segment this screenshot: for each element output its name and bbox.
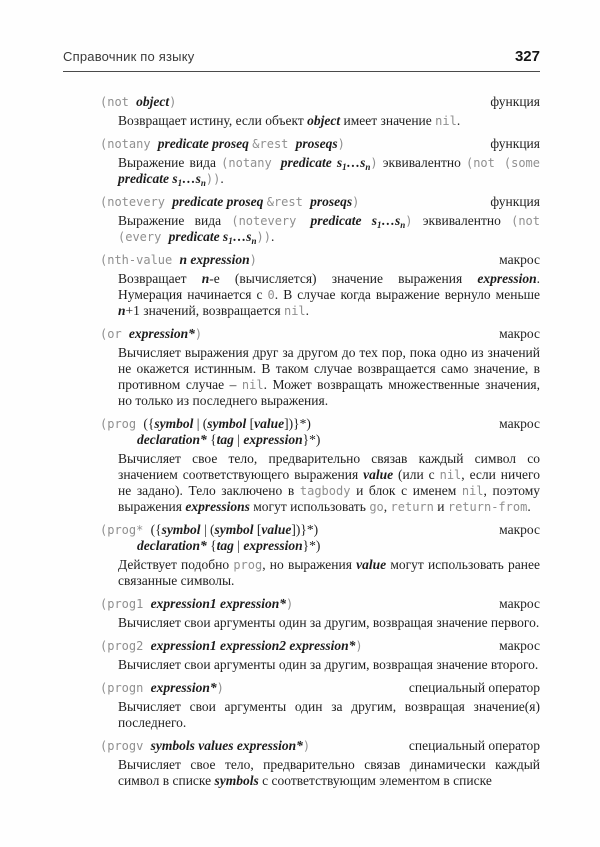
parameter-text: predicate s bbox=[118, 171, 178, 186]
paragraph bbox=[118, 345, 540, 409]
body-text: . bbox=[270, 229, 275, 244]
body-text: Выражение вида bbox=[118, 213, 232, 228]
code-text: ) bbox=[302, 739, 311, 753]
signature-line bbox=[100, 596, 420, 612]
signature-line bbox=[100, 680, 420, 696]
entry-description bbox=[118, 757, 540, 789]
body-text: , но выражения bbox=[262, 557, 357, 572]
entry bbox=[63, 194, 540, 245]
body-text: | bbox=[233, 432, 244, 447]
body-text: Вычисляет свои аргументы один за другим, возвращая значение второго. bbox=[118, 657, 539, 672]
entries bbox=[63, 94, 540, 789]
header-title: Справочник по языку bbox=[63, 49, 195, 64]
entry-type-label: специальный оператор bbox=[408, 738, 540, 753]
code-text: ) bbox=[216, 681, 224, 695]
signature-line bbox=[100, 538, 420, 554]
parameter-text: symbol bbox=[161, 522, 201, 537]
parameter-subscript: 1 bbox=[342, 162, 347, 172]
body-text: | bbox=[233, 538, 244, 553]
body-text: Выражение вида bbox=[118, 155, 222, 170]
body-text: с соответствующим элементом в списке bbox=[258, 773, 492, 788]
entry-type-label: макрос bbox=[499, 522, 540, 537]
signature-line bbox=[100, 638, 420, 654]
entry-type-label: макрос bbox=[499, 638, 540, 653]
code-text: ) bbox=[405, 214, 413, 228]
body-text: +1 значений, возвращается bbox=[125, 303, 284, 318]
parameter-text: symbol bbox=[207, 416, 247, 431]
entry-signature bbox=[100, 326, 540, 342]
signature-lines bbox=[100, 136, 420, 152]
paragraph bbox=[118, 451, 540, 515]
parameter-text: predicate s bbox=[310, 213, 377, 228]
entry-description bbox=[118, 657, 540, 673]
parameter-text: predicate proseq bbox=[157, 136, 253, 151]
code-text: (progn bbox=[100, 681, 151, 695]
code-text: (notany bbox=[100, 137, 158, 151]
body-text: { bbox=[206, 538, 217, 553]
body-text: ])}*) bbox=[284, 416, 311, 431]
entry-description bbox=[118, 557, 540, 589]
body-text: [ bbox=[253, 522, 262, 537]
body-text: -е (вычисляется) значение выражения bbox=[209, 271, 478, 286]
parameter-text: proseqs bbox=[295, 136, 338, 151]
entry-description bbox=[118, 213, 540, 245]
body-text: ({ bbox=[150, 522, 162, 537]
entry-description bbox=[118, 271, 540, 319]
code-text: &rest bbox=[266, 195, 311, 209]
code-text: )) bbox=[205, 172, 221, 186]
entry-description bbox=[118, 155, 540, 187]
code-text: )) bbox=[256, 230, 271, 244]
body-text: | ( bbox=[200, 522, 215, 537]
parameter-text: …s bbox=[182, 171, 201, 186]
paragraph bbox=[118, 155, 540, 187]
body-text: { bbox=[206, 432, 217, 447]
entry-signature bbox=[100, 194, 540, 210]
body-text: . Нумерация начинается с bbox=[118, 271, 540, 302]
signature-lines bbox=[100, 738, 420, 754]
entry-description bbox=[118, 615, 540, 631]
page-number: 327 bbox=[514, 48, 540, 65]
parameter-text: …s bbox=[381, 213, 401, 228]
code-text: &rest bbox=[252, 137, 296, 151]
body-text: Вычисляет свое тело, предварительно связав каждый символ со значением соответствующего выражения bbox=[118, 451, 540, 482]
code-text: ) bbox=[352, 195, 360, 209]
body-text: ({ bbox=[143, 416, 155, 431]
signature-lines bbox=[100, 522, 420, 554]
code-text: (not (every bbox=[118, 214, 540, 244]
body-text: . Может возвращать множественные значения, но только из последнего выражения. bbox=[118, 377, 540, 408]
parameter-text: declaration* bbox=[137, 538, 207, 553]
code-text: nil bbox=[439, 468, 462, 482]
parameter-subscript: 1 bbox=[228, 236, 233, 246]
entry-type-label: макрос bbox=[499, 326, 540, 341]
parameter-text: expression1 expression2 expression* bbox=[150, 638, 356, 653]
entry bbox=[63, 94, 540, 129]
parameter-text: expressions bbox=[185, 499, 250, 514]
running-head bbox=[63, 48, 540, 72]
signature-line bbox=[100, 326, 420, 342]
entry-signature bbox=[100, 638, 540, 654]
code-text: 0 bbox=[267, 288, 275, 302]
parameter-text: symbol bbox=[214, 522, 254, 537]
parameter-text: expression bbox=[477, 271, 537, 286]
signature-line bbox=[100, 416, 420, 432]
body-text: и блок с именем bbox=[350, 483, 462, 498]
entry-description bbox=[118, 113, 540, 129]
code-text: ) bbox=[370, 156, 378, 170]
entry bbox=[63, 252, 540, 319]
parameter-text: …s bbox=[346, 155, 366, 170]
entry-type-label: функция bbox=[490, 194, 540, 209]
signature-lines bbox=[100, 194, 420, 210]
signature-line bbox=[100, 94, 420, 110]
entry bbox=[63, 416, 540, 515]
code-text: prog bbox=[233, 558, 263, 572]
body-text: Вычисляет свои аргументы один за другим, возвращая значение(я) последнего. bbox=[118, 699, 540, 730]
parameter-text: n bbox=[118, 303, 126, 318]
code-text: return bbox=[390, 500, 434, 514]
code-text: return-from bbox=[447, 500, 528, 514]
code-text: ) bbox=[194, 327, 203, 341]
code-text: (notany bbox=[221, 156, 281, 170]
parameter-text: declaration* bbox=[137, 432, 207, 447]
body-text: Возвращает bbox=[118, 271, 202, 286]
signature-line bbox=[100, 252, 420, 268]
code-text: (notevery bbox=[100, 195, 173, 209]
parameter-text: object bbox=[307, 113, 341, 128]
body-text: , поэтому выражения bbox=[118, 483, 540, 514]
entry-signature bbox=[100, 680, 540, 696]
entry-signature bbox=[100, 416, 540, 448]
code-text: (prog* bbox=[100, 523, 151, 537]
parameter-text: n expression bbox=[179, 252, 250, 267]
parameter-text: tag bbox=[216, 538, 234, 553]
entry-description bbox=[118, 451, 540, 515]
body-text: . bbox=[527, 499, 531, 514]
entry-signature bbox=[100, 738, 540, 754]
entry-signature bbox=[100, 94, 540, 110]
body-text: }*) bbox=[302, 538, 321, 553]
code-text: tagbody bbox=[299, 484, 351, 498]
paragraph bbox=[118, 757, 540, 789]
parameter-text: tag bbox=[216, 432, 234, 447]
code-text: ) bbox=[355, 639, 363, 653]
body-text: Действует подобно bbox=[118, 557, 234, 572]
paragraph bbox=[118, 557, 540, 589]
signature-lines bbox=[100, 94, 420, 110]
code-text: (prog2 bbox=[100, 639, 151, 653]
entry-type-label: функция bbox=[490, 94, 540, 109]
body-text: Вычисляет выражения друг за другом до тех пор, пока одно из значений не окажется истинным. В таком случае возвращается само значение, в противном случае – bbox=[118, 345, 540, 392]
parameter-subscript: n bbox=[251, 236, 257, 246]
parameter-text: expression bbox=[243, 432, 303, 447]
parameter-text: predicate proseq bbox=[172, 194, 267, 209]
body-text: ])}*) bbox=[291, 522, 319, 537]
code-text: nil bbox=[435, 114, 457, 128]
paragraph bbox=[118, 113, 540, 129]
body-text: и bbox=[433, 499, 448, 514]
parameter-text: predicate s bbox=[280, 155, 343, 170]
code-text: (not (some bbox=[465, 156, 540, 170]
parameter-text: …s bbox=[232, 229, 252, 244]
body-text: | ( bbox=[193, 416, 208, 431]
signature-lines bbox=[100, 680, 420, 696]
parameter-text: predicate s bbox=[168, 229, 229, 244]
body-text: эквивалентно bbox=[377, 155, 466, 170]
parameter-text: proseqs bbox=[310, 194, 353, 209]
code-text: (prog1 bbox=[100, 597, 151, 611]
body-text: имеет значение bbox=[340, 113, 436, 128]
parameter-text: value bbox=[356, 557, 387, 572]
entry bbox=[63, 596, 540, 631]
parameter-text: object bbox=[136, 94, 170, 109]
body-text: эквивалентно bbox=[412, 213, 512, 228]
code-text: ) bbox=[169, 95, 177, 109]
entry bbox=[63, 680, 540, 731]
signature-line bbox=[100, 136, 420, 152]
entry bbox=[63, 522, 540, 589]
entry-signature bbox=[100, 522, 540, 554]
body-text: , bbox=[383, 499, 391, 514]
parameter-subscript: 1 bbox=[376, 220, 382, 230]
parameter-subscript: n bbox=[365, 162, 371, 172]
body-text: . bbox=[220, 171, 224, 186]
body-text: Возвращает истину, если объект bbox=[118, 113, 308, 128]
code-text: nil bbox=[461, 484, 484, 498]
signature-line bbox=[100, 738, 420, 754]
entry-type-label: макрос bbox=[499, 416, 540, 431]
paragraph bbox=[118, 699, 540, 731]
body-text: , если ничего не задано). Тело заключено в bbox=[118, 467, 540, 498]
code-text: (nth-value bbox=[100, 253, 180, 267]
entry-signature bbox=[100, 596, 540, 612]
entry-type-label: функция bbox=[490, 136, 540, 151]
parameter-text: value bbox=[254, 416, 285, 431]
paragraph bbox=[118, 213, 540, 245]
code-text: ) bbox=[249, 253, 257, 267]
body-text: могут использовать bbox=[249, 499, 370, 514]
parameter-text: expression bbox=[243, 538, 303, 553]
entry-description bbox=[118, 345, 540, 409]
paragraph bbox=[118, 271, 540, 319]
parameter-text: expression* bbox=[128, 326, 195, 341]
signature-lines bbox=[100, 252, 420, 268]
entry-type-label: макрос bbox=[499, 596, 540, 611]
code-text: (not bbox=[100, 95, 137, 109]
entry bbox=[63, 326, 540, 409]
paragraph bbox=[118, 657, 540, 673]
code-text: (or bbox=[100, 327, 129, 341]
parameter-subscript: n bbox=[400, 220, 406, 230]
entry bbox=[63, 638, 540, 673]
body-text: Вычисляет свое тело, предварительно связав динамически каждый символ в списке bbox=[118, 757, 540, 788]
code-text: go bbox=[369, 500, 384, 514]
parameter-text: symbols bbox=[214, 773, 259, 788]
body-text: . В случае когда выражение вернуло меньше bbox=[274, 287, 540, 302]
entry bbox=[63, 136, 540, 187]
code-text: ) bbox=[285, 597, 294, 611]
signature-line bbox=[100, 522, 420, 538]
body-text: . bbox=[305, 303, 310, 318]
code-text: (progv bbox=[100, 739, 151, 753]
body-text: (или с bbox=[393, 467, 440, 482]
signature-lines bbox=[100, 416, 420, 448]
parameter-text: expression1 expression* bbox=[150, 596, 286, 611]
parameter-text: value bbox=[363, 467, 394, 482]
body-text: Вычисляет свои аргументы один за другим, возвращая значение первого. bbox=[118, 615, 540, 630]
signature-lines bbox=[100, 326, 420, 342]
entry-signature bbox=[100, 252, 540, 268]
entry bbox=[63, 738, 540, 789]
body-text: [ bbox=[246, 416, 255, 431]
paragraph bbox=[118, 615, 540, 631]
code-text: nil bbox=[283, 304, 306, 318]
signature-line bbox=[100, 194, 420, 210]
parameter-text: symbols values expression* bbox=[150, 738, 303, 753]
body-text: могут использовать ранее связанные символы. bbox=[118, 557, 540, 588]
entry-type-label: специальный оператор bbox=[408, 680, 540, 695]
code-text: (prog bbox=[100, 417, 144, 431]
code-text: (notevery bbox=[231, 214, 311, 228]
code-text: ) bbox=[337, 137, 345, 151]
entry-signature bbox=[100, 136, 540, 152]
parameter-text: symbol bbox=[154, 416, 194, 431]
entry-description bbox=[118, 699, 540, 731]
code-text: nil bbox=[241, 378, 264, 392]
parameter-text: expression* bbox=[150, 680, 217, 695]
parameter-text: value bbox=[261, 522, 292, 537]
parameter-subscript: n bbox=[200, 178, 206, 188]
parameter-text: n bbox=[201, 271, 210, 286]
signature-lines bbox=[100, 638, 420, 654]
signature-lines bbox=[100, 596, 420, 612]
entry-type-label: макрос bbox=[499, 252, 540, 267]
body-text: }*) bbox=[302, 432, 321, 447]
signature-line bbox=[100, 432, 420, 448]
parameter-subscript: 1 bbox=[177, 178, 183, 188]
body-text: . bbox=[456, 113, 461, 128]
